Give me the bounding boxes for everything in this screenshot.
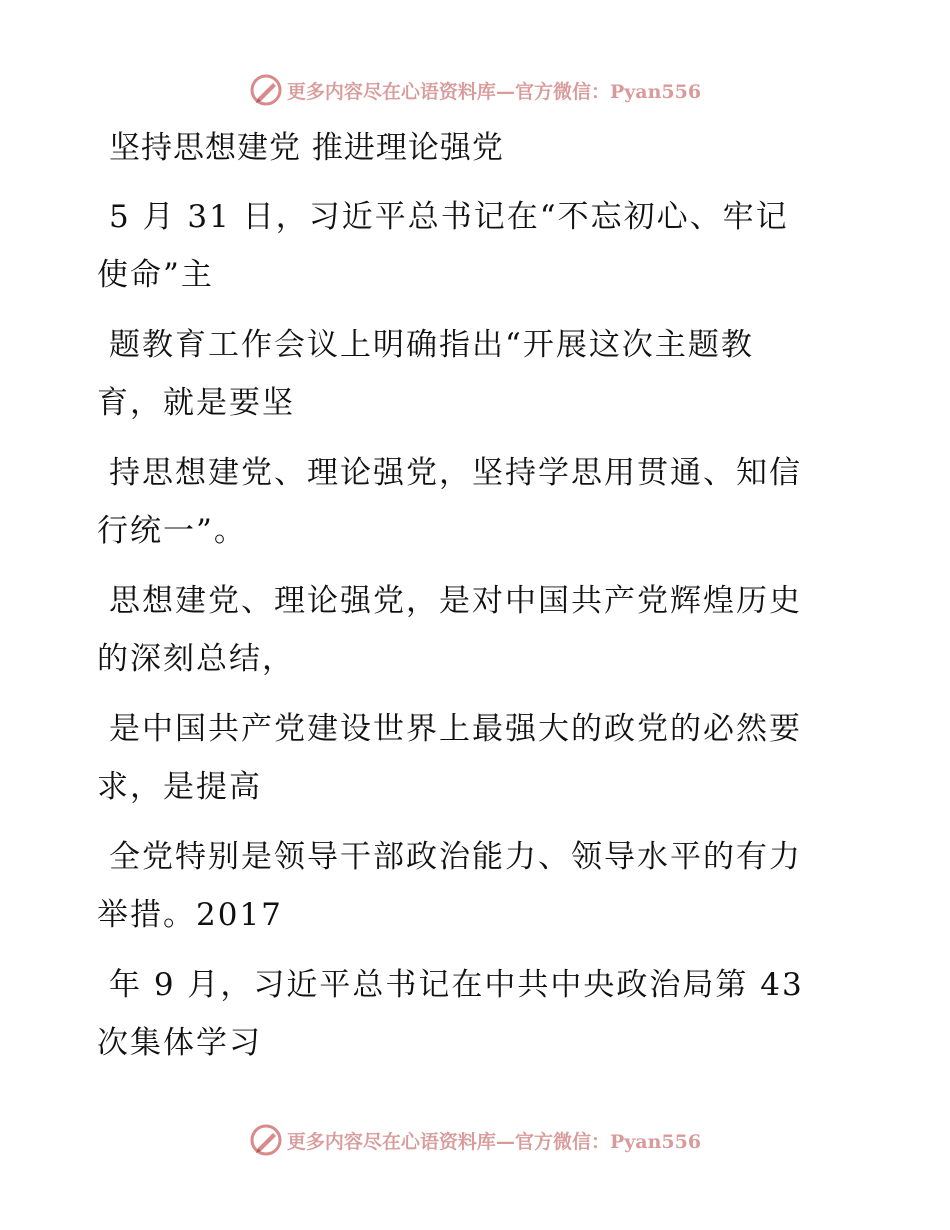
paragraph-line: 思想建党、理论强党，是对中国共产党辉煌历史 [109, 583, 802, 619]
paragraph [97, 444, 837, 560]
paragraph-line: 题教育工作会议上明确指出“开展这次主题教 [109, 327, 754, 363]
document-body [97, 122, 837, 1084]
paragraph-line: 举措。2017 [97, 897, 283, 933]
paragraph-line: 行统一”。 [97, 513, 247, 549]
paragraph [97, 828, 837, 944]
watermark-text: 更多内容尽在心语资料库—官方微信：Pyan556 [286, 1130, 702, 1153]
paragraph-line: 育，就是要坚 [97, 385, 295, 421]
watermark-banner-bottom [0, 1120, 950, 1160]
paragraph-line: 年 9 月，习近平总书记在中共中央政治局第 43 [109, 967, 804, 1003]
watermark-text: 更多内容尽在心语资料库—官方微信：Pyan556 [286, 80, 702, 103]
paragraph-line: 5 月 31 日，习近平总书记在“不忘初心、牢记 [109, 199, 789, 235]
paragraph-line: 使命”主 [97, 257, 214, 293]
red-pen-circle-logo-icon [249, 73, 283, 107]
paragraph-line: 求，是提高 [97, 769, 262, 805]
red-pen-circle-logo-icon [249, 1123, 283, 1157]
paragraph-line: 持思想建党、理论强党，坚持学思用贯通、知信 [109, 455, 802, 491]
paragraph [97, 956, 837, 1072]
paragraph-line: 是中国共产党建设世界上最强大的政党的必然要 [109, 711, 802, 747]
paragraph [97, 572, 837, 688]
paragraph [97, 700, 837, 816]
paragraph-line: 次集体学习 [97, 1025, 262, 1061]
watermark-banner-top [0, 70, 950, 110]
paragraph [97, 316, 837, 432]
document-title: 坚持思想建党 推进理论强党 [109, 130, 504, 166]
paragraph-line: 的深刻总结， [97, 641, 295, 677]
paragraph [97, 188, 837, 304]
paragraph-line: 全党特别是领导干部政治能力、领导水平的有力 [109, 839, 802, 875]
